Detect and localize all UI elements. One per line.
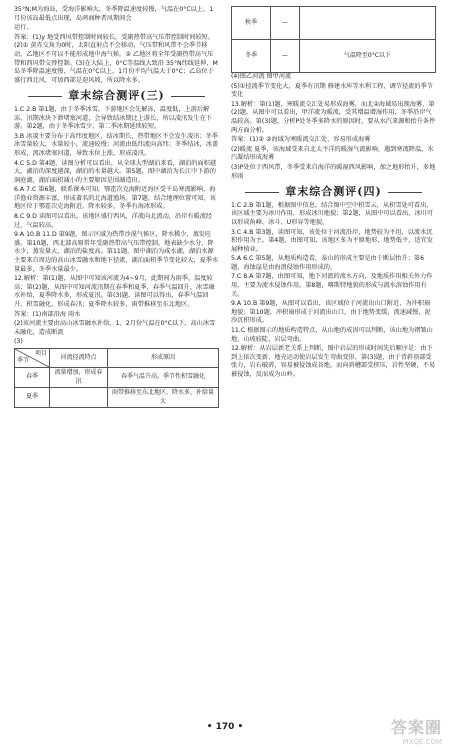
section-heading-4-text: 章末综合测评(四) bbox=[285, 185, 382, 199]
answer-item: 12.解析：第(1)题，从图中可知该河流为4~9月，此期间为雨季，温度较高；第(2)题，从图中可知河流汛期在春季和夏季，春季气温回升，冰雪融水补给，夏季降水多，形成夏汛。第(3)题，读图可以得出，春季气温回升，积雪融化，形成春汛；夏季降水较多，雨带推移至东北地区。 bbox=[14, 275, 215, 308]
table-cell-trait: — bbox=[271, 40, 300, 73]
answer-item: 6.A 7.C 第6题，联系课本可知，鄂霍次克海附近海区受千岛寒流影响，海洋渔业资源丰富，形成著名的北海道渔场。第7题，结合地理位置可知，该地区位于鄂霍次克海附近，降水较多，冬季有海冰形成。 bbox=[14, 186, 216, 211]
table-cell-season: 冬季 bbox=[232, 40, 271, 73]
answer-item: 3.C 4.B 第3题，读图可知，该处位于河流沿岸，地势较为平坦，以流水沉积作用为主。第4题，由图可知，该地区多为平原地形，地势低平，适宜发展种植业。 bbox=[231, 228, 433, 253]
table-label: (3) bbox=[14, 338, 23, 346]
answer-item: (2)该河流主要由高山冰雪融水补给，1、2月份气温在0°C以下，高山冰雪未融化，造成断流 bbox=[14, 320, 216, 336]
answer-item: 答案：(1)南部沿海 雨水 bbox=[14, 310, 81, 318]
corner-bottom-label: 季节 bbox=[17, 357, 30, 365]
heading-rule-right bbox=[171, 96, 205, 97]
table-header-row bbox=[15, 348, 219, 367]
table-header: 河流径流特点 bbox=[50, 348, 108, 367]
left-intro-line-1: 35°N;M为海岛，受海洋影响大，冬季降温速度较慢，气温在0°C以上，1月份该岛最低点出现，岛鸿商种者风期间会 bbox=[14, 6, 214, 22]
table-cell-trait bbox=[50, 388, 108, 408]
right-intro-line: (3)P处位于西风带，冬季受来自海洋的暖湿西风影响，加之地形抬升，多地形雨 bbox=[231, 163, 436, 180]
table-cell-season: 秋季 bbox=[232, 7, 271, 40]
answer-item: 8.C 9.D 读图可以看出，该地区盛行西风，洋流向北流动，沿岸有暖流经过，气温较高。 bbox=[14, 213, 213, 229]
answer-item: 1.C 2.B 第1题，根据图中信息，结合图中空中积雪云，从积雪处可看出，该区域主要为冰川作用，形成冰川地貌；第2题，从图中可以看出，冰川可以形成角峰、冰斗、U形谷等地貌。 bbox=[231, 201, 433, 226]
table-corner-cell bbox=[15, 348, 50, 367]
watermark-main: 答案圈 bbox=[390, 718, 442, 737]
page-number: • 170 • bbox=[206, 722, 244, 732]
table-row bbox=[15, 367, 219, 387]
table-cell-cause: 气温降至0°C以下 bbox=[299, 40, 435, 73]
answer-item: 7.C 8.A 第7题，由图可知，地下河流的流水方向，及地质作用相关外力作用，主要为流水侵蚀作用。第8题，喀斯特地貌的形成与流水溶蚀作用有关。 bbox=[231, 273, 433, 298]
answer-item: 1.C 2.B 第1题，由于冬季冰雪，下游地区会先解冻，温度低，上游后解冻，汛期冰块下泄堵塞河道，会导致结冰期比上游长，所以凌汛发生在下游。第2题，由于冬季冰雪少，第二季冰期延续较短。 bbox=[14, 105, 212, 131]
left-intro-line-2: 运行。 bbox=[14, 24, 33, 32]
right-intro-line: 答案：(1)② ②海域为寒暖流交汇处，容易形成海雾 bbox=[231, 136, 371, 144]
table-row bbox=[232, 40, 436, 73]
left-column bbox=[14, 6, 219, 408]
table-cell-cause: 雨带推移至东北地区，降水多，补给量大 bbox=[108, 388, 219, 408]
heading-rule-right bbox=[388, 192, 422, 193]
answer-item: 9.A 10.B 第9题，从图可以看出，该区域位于河流出山口附近，为冲积扇地貌；第10题，冲积扇形成于河流出山口，由于地势变缓，流速减慢，泥沙沉积形成。 bbox=[231, 300, 431, 325]
table-cell-trait: 流量增加，形成春汛 bbox=[50, 367, 108, 387]
section-heading-3-text: 章末综合测评(三) bbox=[68, 89, 165, 103]
season-continuation-table bbox=[231, 6, 436, 73]
right-intro-line: (4)图乙河流 图甲河流 bbox=[231, 73, 292, 80]
right-intro-line: (5)①径流季节变化大，夏季有汛期 修建水库等水利工程，调节径流的季节变化 bbox=[231, 82, 433, 99]
section-heading-3 bbox=[14, 89, 219, 103]
table-cell-cause: 春季气温升高，季节性积雪融化 bbox=[108, 367, 219, 387]
table-cell-season: 夏季 bbox=[15, 388, 50, 408]
answer-item: 11.C 根据图示的地质构造特点，从山地的成因可以判断，该山地为褶皱山地，山坡较陡，岩层弯曲。 bbox=[231, 327, 433, 343]
right-intro-line: (2)暖流 夏季，该海域受来自北太平洋的暖湿气流影响，遇到寒流降温，水汽凝结形成海雾 bbox=[231, 145, 434, 162]
table-header: 形成原因 bbox=[108, 348, 219, 367]
answer-item: 3.B 冰凌主要分布于高纬度地区，结冰期长，热带地区不会发生凌汛；冬季冰雪量较大，水量较小，流速较慢；河流由低纬流向高纬；冬季结冰，冰盖形成，流冰堵塞河道，导致水位上涨，形成凌汛。 bbox=[14, 132, 219, 157]
answer-item: 4.C 5.D 第4题，读图分析可以看出，从全球大型湖泊来看，湖泊的面积越大，湖泊的深度越深，湖泊的水量越大。第5题，图中湖泊为长江中下游的洞庭湖，湖泊面积减小的主要原因是围湖造田。 bbox=[14, 159, 217, 184]
watermark-logo bbox=[391, 715, 442, 746]
answer-item: 5.A 6.C 第5题，从地质构造看，泰山的形成主要是由于断层抬升；第6题，海蚀崖是由海浪侵蚀作用形成的。 bbox=[231, 255, 425, 271]
watermark-sub: MXQE.COM bbox=[402, 738, 442, 746]
table-cell-cause bbox=[299, 7, 435, 40]
heading-rule-left bbox=[28, 96, 62, 97]
section-heading-4 bbox=[231, 185, 436, 199]
left-intro-answer: 答案：(1)y 地受西风带控制时间较长，受副热带高气压带控制时间较短。(2)① 黄赤交角为0时，太阳直射点不会移动，气压带和风带不会季节移动，乙地区不可以不能形成地中海气候。② 乙地区将全年受副热带高气压带和西风带交替控制。(3)在大陆上，0°C等温线大致沿 35°N纬线延伸，M岛冬季降温速度慢，气温在0°C以上，1月份平均气温大于0°C；乙岛位于盛行西北风，可加西部是迎风坡，所以降水多。 bbox=[14, 33, 218, 84]
right-column bbox=[231, 6, 436, 381]
right-intro-line: 13.解析：第(1)题，寒暖流交汇处易形成海雾，而北②海域易出现海雾，第(2)题，从图中可以看出，甲洋流为暖流，受其增温增湿作用，冬季沿岸气温较高。第(3)题，分析P处冬季多降水的原因时，要从水汽来源和抬升条件两方面分析。 bbox=[231, 100, 436, 134]
corner-top-label: 项目 bbox=[34, 349, 47, 357]
table-row bbox=[15, 388, 219, 408]
answer-item: 12.解析：从岩层新老关系上判断，图中岩层的形成时间先后顺序是：由下到上依次变新，地壳运动使岩层发生弯曲变形，第(3)题，由于背斜顶部受张力，岩石破碎，容易被侵蚀成谷地，而向斜槽部受挤压，岩性坚硬，不易被侵蚀，反而成为山岭。 bbox=[231, 345, 436, 378]
answer-item: 9.A 10.B 11.D 第9题，图示区域为热带沙漠气候区，降水稀少，蒸发旺盛。第10题，西北部高原常年受副热带高气压带控制，地表缺少水分，降水少，蒸发量大，湖泊的盐度高。第11题，图中湖泊为咸水湖，湖泊水源主要来自周边的高山冰雪融水和地下径流，湖泊面积季节变化较大，夏季水量最多，冬季水量最少。 bbox=[14, 231, 219, 273]
table-cell-trait: — bbox=[271, 7, 300, 40]
table-cell-season: 春季 bbox=[15, 367, 50, 387]
table-row bbox=[232, 7, 436, 40]
river-runoff-table bbox=[14, 348, 219, 408]
heading-rule-left bbox=[245, 192, 279, 193]
